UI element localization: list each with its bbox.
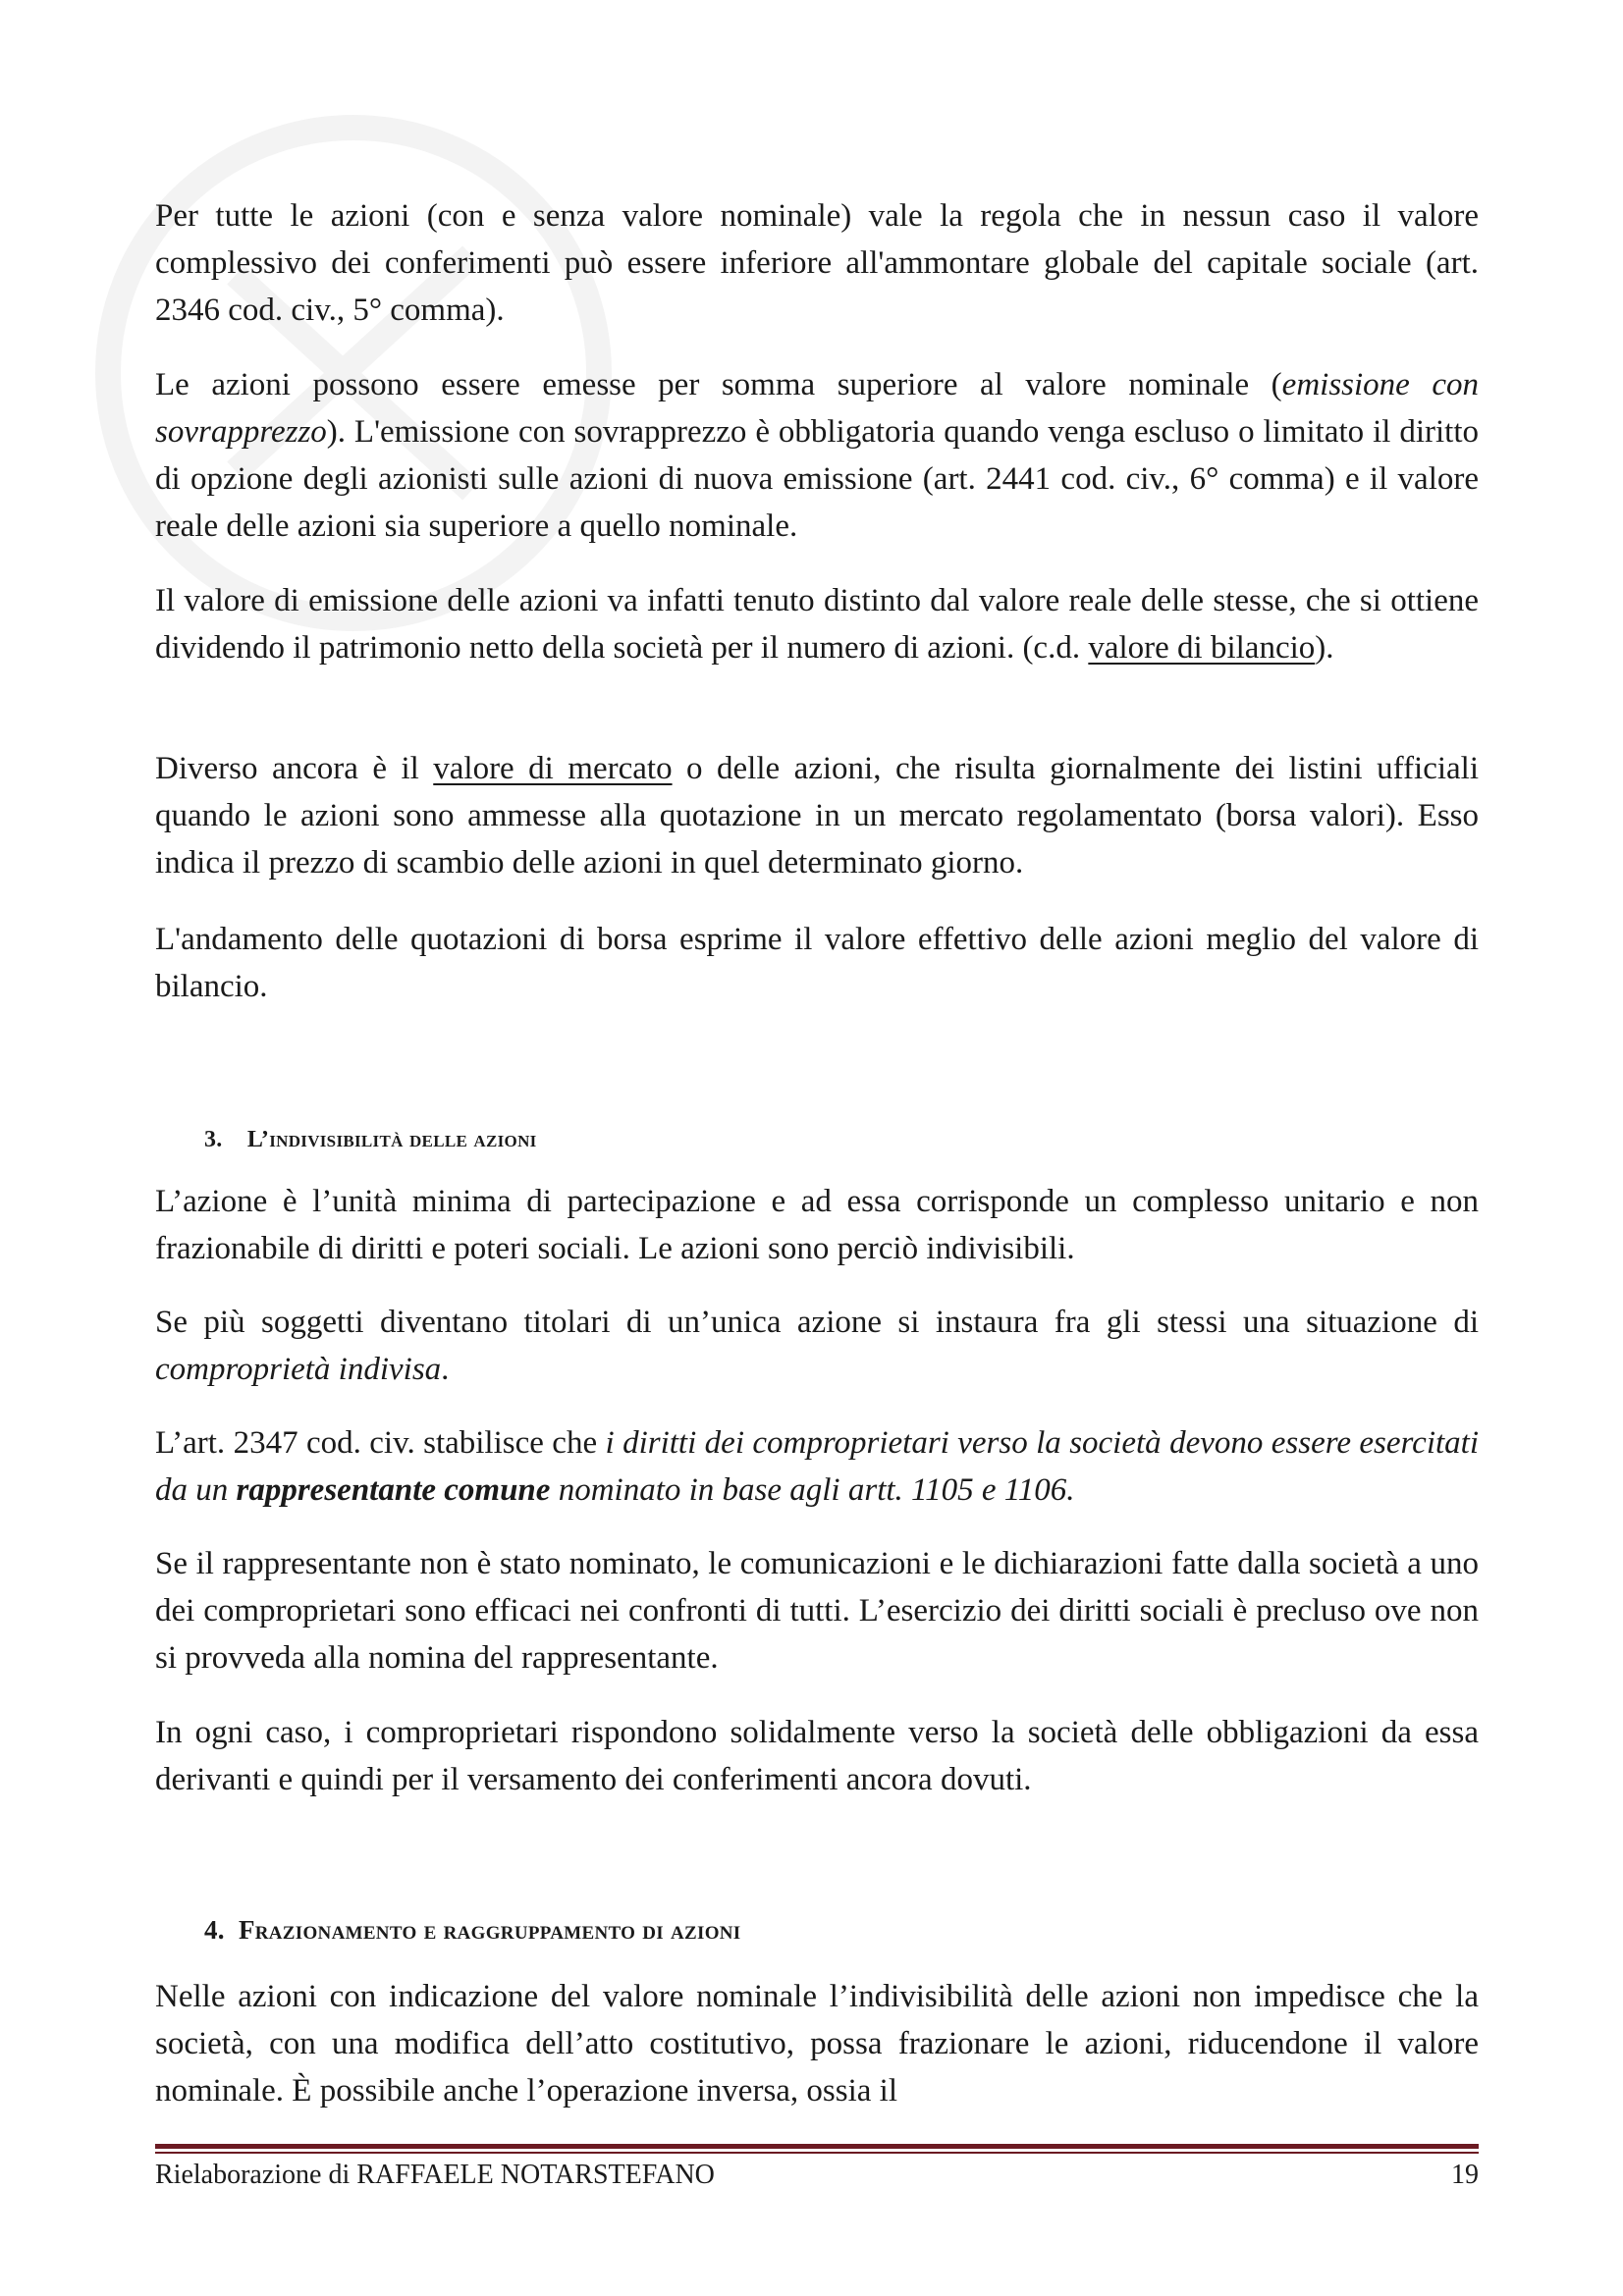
paragraph-unita-minima: L’azione è l’unità minima di partecipazione e ad essa corrisponde un complesso unitario e non frazionabile di diritti e poteri sociali. Le azioni sono perciò indivisibili.	[155, 1184, 1479, 1266]
heading-title: Frazionamento e raggruppamento di azioni	[238, 1915, 741, 1945]
text-span: ). L'emissione con sovrapprezzo è obbligatoria quando venga escluso o limitato il diritto di opzione degli azionisti sulle azioni di nuova emissione (art. 2441 cod. civ., 6° comma) e il valore reale delle azioni sia superiore a quello nominale.	[155, 414, 1479, 544]
text-span: Se più soggetti diventano titolari di un’unica azione si instaura fra gli stessi una situazione di	[155, 1305, 1479, 1340]
text-span: Le azioni possono essere emesse per somma superiore al valore nominale (	[155, 367, 1282, 402]
text-span: .	[441, 1352, 450, 1387]
page-number: 19	[1451, 2160, 1479, 2190]
text-span: Diverso ancora è il	[155, 751, 434, 786]
text-span: L’art. 2347 cod. civ. stabilisce che	[155, 1425, 606, 1461]
text-span: Il valore di emissione delle azioni va infatti tenuto distinto dal valore reale delle stesse, che si ottiene dividendo il patrimonio netto della società per il numero di azioni. (c.d.	[155, 583, 1479, 666]
heading-title: L’indivisibilità delle azioni	[246, 1127, 537, 1152]
bold-rappresentante-comune: rappresentante comune	[236, 1472, 551, 1508]
underlined-valore-mercato: valore di mercato	[433, 751, 673, 786]
section-heading-3	[204, 1125, 537, 1154]
paragraph-conferimenti: Per tutte le azioni (con e senza valore nominale) vale la regola che in nessun caso il valore complessivo dei conferimenti può essere inferiore all'ammontare globale del capitale sociale (art. 2346 cod. civ., 5° comma).	[155, 198, 1479, 328]
paragraph-frazionamento: Nelle azioni con indicazione del valore nominale l’indivisibilità delle azioni non impedisce che la società, con una modifica dell’atto costitutivo, possa frazionare le azioni, riducendone il valore nominale. È possibile anche l’operazione inversa, ossia il	[155, 1979, 1479, 2109]
heading-number: 4.	[204, 1915, 225, 1945]
footer-rule-thin	[155, 2152, 1479, 2154]
text-span: ).	[1315, 630, 1334, 666]
paragraph-quotazioni: L'andamento delle quotazioni di borsa esprime il valore effettivo delle azioni meglio del valore di bilancio.	[155, 922, 1479, 1004]
heading-number: 3.	[204, 1127, 223, 1152]
paragraph-solidalmente: In ogni caso, i comproprietari rispondono solidalmente verso la società delle obbligazioni da essa derivanti e quindi per il versamento dei conferimenti ancora dovuti.	[155, 1715, 1479, 1797]
emphasis-citation: i diritti dei comproprietari verso la società devono essere esercitati da un	[155, 1425, 1479, 1508]
footer-rule	[155, 2144, 1479, 2149]
paragraph-valore-mercato	[155, 745, 1479, 886]
underlined-valore-bilancio: valore di bilancio	[1088, 630, 1316, 666]
footer-author: Rielaborazione di RAFFAELE NOTARSTEFANO	[155, 2160, 715, 2190]
paragraph-sovrapprezzo	[155, 361, 1479, 550]
paragraph-art-2347	[155, 1419, 1479, 1514]
section-heading-4	[204, 1915, 741, 1945]
emphasis-citation-end: nominato in base agli artt. 1105 e 1106.	[550, 1472, 1075, 1508]
paragraph-comproprieta	[155, 1299, 1479, 1393]
emphasis-sovrapprezzo: emissione con sovrapprezzo	[155, 367, 1479, 450]
text-span: o delle azioni, che risulta giornalmente dei listini ufficiali quando le azioni sono ammesse alla quotazione in un mercato regolamentato (borsa valori). Esso indica il prezzo di scambio delle azioni in quel determinato giorno.	[155, 751, 1479, 881]
emphasis-comproprieta: comproprietà indivisa	[155, 1352, 442, 1387]
paragraph-rappresentante: Se il rappresentante non è stato nominato, le comunicazioni e le dichiarazioni fatte dalla società a uno dei comproprietari sono efficaci nei confronti di tutti. L’esercizio dei diritti sociali è precluso ove non si provveda alla nomina del rappresentante.	[155, 1546, 1479, 1676]
paragraph-valore-bilancio	[155, 577, 1479, 671]
